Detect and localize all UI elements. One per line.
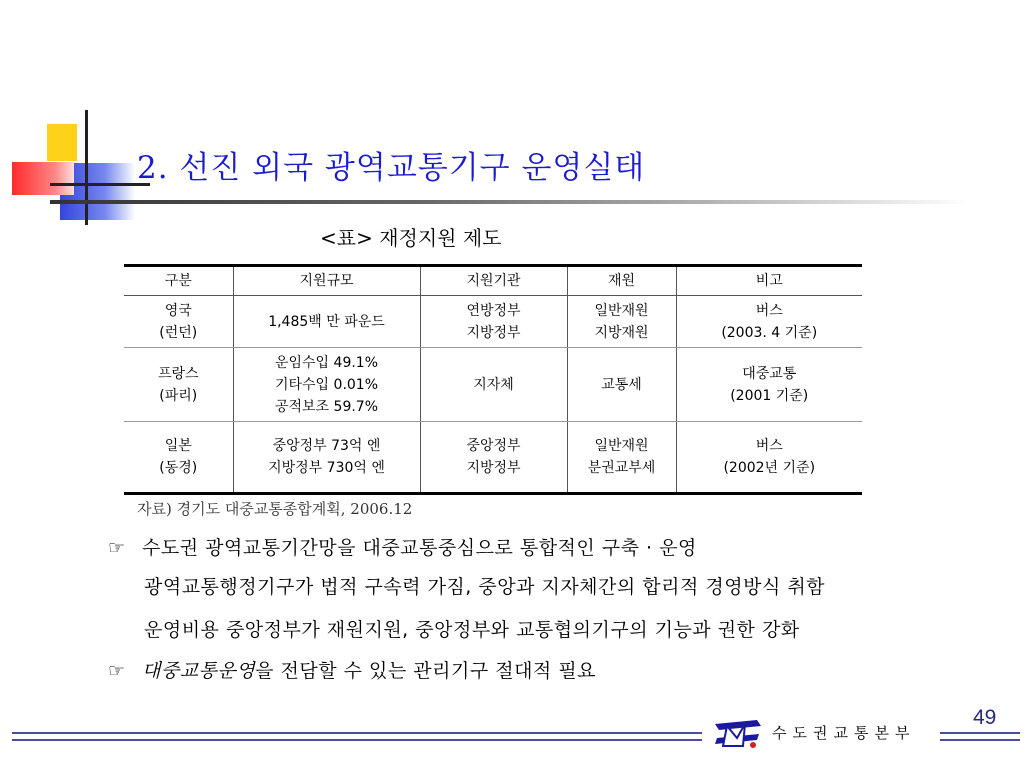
cell-text: 지자체 bbox=[473, 376, 514, 393]
column-header: 지원규모 bbox=[233, 266, 420, 296]
page-number: 49 bbox=[973, 706, 997, 729]
cell-text: 운임수입 49.1% bbox=[274, 354, 379, 371]
cell-text: 일본 bbox=[164, 438, 192, 454]
bullet-text: 을 전담할 수 있는 관리기구 절대적 필요 bbox=[255, 660, 597, 682]
table-cell bbox=[124, 348, 233, 422]
table-cell bbox=[420, 296, 567, 348]
cell-text: (2003. 4 기준) bbox=[721, 324, 818, 341]
table-cell bbox=[567, 422, 676, 494]
cell-text: 일반재원 bbox=[594, 438, 649, 454]
cell-text: 기타수입 0.01% bbox=[274, 376, 379, 393]
cell-text: 교통세 bbox=[601, 376, 642, 393]
cell-text: 지방정부 bbox=[466, 460, 521, 476]
cell-text: 버스 bbox=[755, 438, 783, 454]
cell-text: 연방정부 bbox=[466, 302, 521, 319]
table-cell bbox=[233, 422, 420, 494]
table-cell bbox=[676, 422, 862, 494]
table-row bbox=[124, 422, 862, 494]
table-cell bbox=[676, 296, 862, 348]
pointing-hand-icon: ☞ bbox=[108, 537, 126, 559]
title-underline bbox=[50, 200, 970, 204]
table-cell bbox=[124, 422, 233, 494]
organization-name: 수도권교통본부 bbox=[772, 724, 916, 742]
cell-text: 중앙정부 bbox=[466, 438, 521, 454]
table-cell bbox=[567, 348, 676, 422]
cell-text: (2001 기준) bbox=[730, 387, 809, 404]
table-cell bbox=[124, 296, 233, 348]
table-cell bbox=[420, 422, 567, 494]
bullet-item-1 bbox=[108, 533, 697, 560]
cell-text: (2002년 기준) bbox=[723, 460, 816, 476]
bullet-continuation: 광역교통행정기구가 법적 구속력 가짐, 중앙과 지자체간의 합리적 경영방식 취함 bbox=[144, 576, 826, 598]
column-header: 재원 bbox=[567, 266, 676, 296]
cell-text: 프랑스 bbox=[157, 365, 199, 382]
bullet-emphasis: 대중교통운영 bbox=[142, 660, 256, 682]
column-header: 구분 bbox=[124, 266, 233, 296]
table-caption: <표> 재정지원 제도 bbox=[320, 226, 502, 250]
footer-rule-left bbox=[12, 732, 702, 741]
table-cell bbox=[676, 348, 862, 422]
table-header-row bbox=[124, 266, 862, 296]
table-row bbox=[124, 348, 862, 422]
finance-support-table bbox=[124, 264, 862, 495]
cell-text: 중앙정부 73억 엔 bbox=[272, 438, 381, 454]
cell-text: 일반재원 bbox=[594, 302, 649, 319]
source-note: 자료) 경기도 대중교통종합계획, 2006.12 bbox=[137, 500, 413, 518]
cell-text: 지방정부 730억 엔 bbox=[268, 460, 385, 476]
cell-text: 지방재원 bbox=[594, 324, 649, 341]
cell-text: 대중교통 bbox=[742, 365, 797, 382]
column-header: 비고 bbox=[676, 266, 862, 296]
column-header: 지원기관 bbox=[420, 266, 567, 296]
bullet-text: 수도권 광역교통기간망을 대중교통중심으로 통합적인 구축 · 운영 bbox=[142, 537, 697, 559]
pointing-hand-icon: ☞ bbox=[108, 660, 126, 682]
cell-text: (파리) bbox=[159, 387, 198, 404]
page-title: 2. 선진 외국 광역교통기구 운영실태 bbox=[137, 150, 646, 186]
cell-text: (동경) bbox=[159, 460, 198, 476]
table-cell bbox=[233, 296, 420, 348]
cell-text: 1,485백 만 파운드 bbox=[268, 313, 385, 330]
cell-text: 버스 bbox=[755, 302, 783, 319]
cell-text: 공적보조 59.7% bbox=[274, 398, 379, 415]
cell-text: 분권교부세 bbox=[587, 460, 656, 476]
bullet-continuation: 운영비용 중앙정부가 재원지원, 중앙정부와 교통협의기구의 기능과 권한 강화 bbox=[144, 619, 800, 641]
table-cell bbox=[567, 296, 676, 348]
cell-text: (런던) bbox=[159, 324, 198, 341]
footer-rule-right bbox=[940, 732, 1020, 741]
cell-text: 영국 bbox=[164, 302, 192, 319]
table-cell bbox=[233, 348, 420, 422]
table-cell bbox=[420, 348, 567, 422]
bullet-item-2 bbox=[108, 656, 596, 683]
table-row bbox=[124, 296, 862, 348]
organization-logo bbox=[713, 716, 763, 750]
cell-text: 지방정부 bbox=[466, 324, 521, 341]
